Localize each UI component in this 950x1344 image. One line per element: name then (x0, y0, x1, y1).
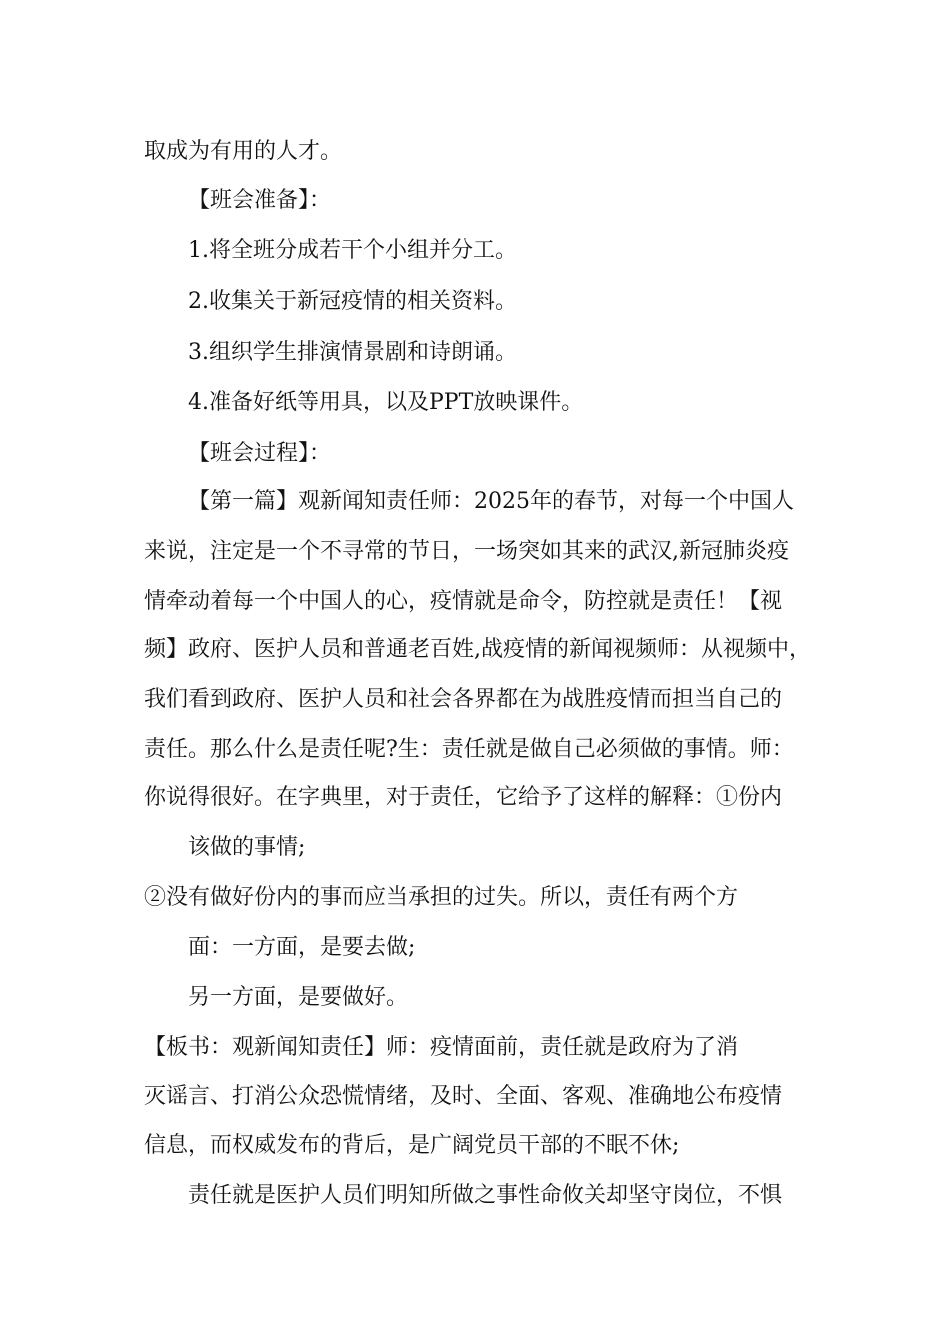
body-text-line: 【板书：观新闻知责任】师：疫情面前，责任就是政府为了消 (144, 1035, 739, 1060)
body-text-line: 你说得很好。在字典里，对于责任，它给予了这样的解释：①份内 (144, 785, 783, 810)
body-text-line: 【第一篇】观新闻知责任师：2025年的春节，对每一个中国人 (188, 489, 794, 514)
body-text-line: 情牵动着每一个中国人的心，疫情就是命令，防控就是责任！【视 (144, 589, 783, 614)
body-text-line: 频】政府、医护人员和普通老百姓,战疫情的新闻视频师：从视频中， (144, 637, 811, 662)
body-text-line: 信息，而权威发布的背后，是广阔党员干部的不眠不休; (144, 1133, 680, 1158)
body-text-line: 我们看到政府、医护人员和社会各界都在为战胜疫情而担当自己的 (144, 687, 783, 712)
body-text-line: 面：一方面，是要去做; (188, 935, 416, 960)
body-text-line: 来说，注定是一个不寻常的节日，一场突如其来的武汉,新冠肺炎疫 (144, 539, 789, 564)
list-item: 2.收集关于新冠疫情的相关资料。 (188, 289, 517, 314)
body-text-line: 另一方面，是要做好。 (188, 985, 409, 1010)
list-item: 3.组织学生排演情景剧和诗朗诵。 (188, 340, 517, 365)
section-heading-preparation: 【班会准备】： (188, 188, 332, 213)
body-text-line: ②没有做好份内的事而应当承担的过失。所以，责任有两个方 (144, 885, 739, 910)
section-heading-process: 【班会过程】： (188, 441, 332, 466)
list-item: 1.将全班分成若干个小组并分工。 (188, 238, 517, 263)
body-text-line: 责任。那么什么是责任呢?生：责任就是做自己必须做的事情。师： (144, 737, 794, 762)
body-text-line: 灭谣言、打消公众恐慌情绪，及时、全面、客观、准确地公布疫情 (144, 1084, 783, 1109)
list-item: 4.准备好纸等用具，以及PPT放映课件。 (188, 390, 584, 415)
body-text-line: 该做的事情; (188, 835, 306, 860)
body-text-line: 责任就是医护人员们明知所做之事性命攸关却坚守岗位，不惧 (188, 1183, 783, 1208)
body-text-line: 取成为有用的人才。 (144, 139, 343, 164)
